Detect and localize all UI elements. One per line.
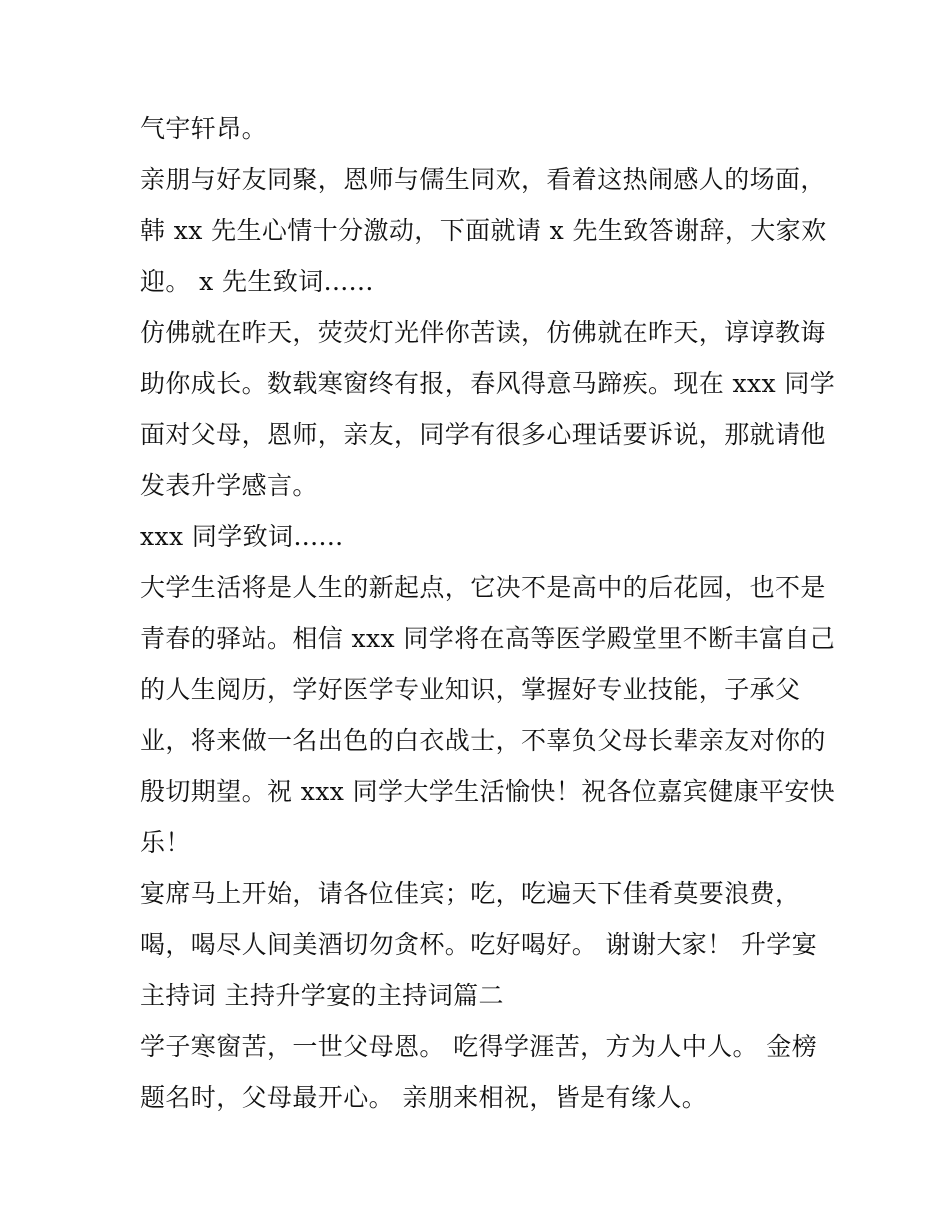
text-line: 题名时，父母最开心。 亲朋来相祝，皆是有缘人。 xyxy=(140,1083,708,1112)
text-line: 青春的驿站。相信 xxx 同学将在高等医学殿堂里不断丰富自己 xyxy=(140,624,836,653)
text-line: 气宇轩昂。 xyxy=(140,114,268,143)
text-line: 迎。 x 先生致词...... xyxy=(140,267,374,296)
text-line: 面对父母，恩师，亲友，同学有很多心理话要诉说，那就请他 xyxy=(140,420,826,449)
text-line: xxx 同学致词...... xyxy=(140,522,344,551)
text-line: 学子寒窗苦，一世父母恩。 吃得学涯苦，方为人中人。 金榜 xyxy=(140,1032,818,1061)
text-line: 宴席马上开始，请各位佳宾；吃，吃遍天下佳肴莫要浪费， xyxy=(140,879,801,908)
text-line: 助你成长。数载寒窗终有报，春风得意马蹄疾。现在 xxx 同学 xyxy=(140,369,836,398)
text-line: 殷切期望。祝 xxx 同学大学生活愉快！祝各位嘉宾健康平安快 xyxy=(140,777,836,806)
text-line: 乐！ xyxy=(140,828,191,857)
text-line: 的人生阅历，学好医学专业知识，掌握好专业技能，子承父 xyxy=(140,675,801,704)
text-line: 业，将来做一名出色的白衣战士，不辜负父母长辈亲友对你的 xyxy=(140,726,826,755)
text-line: 喝，喝尽人间美酒切勿贪杯。吃好喝好。 谢谢大家！ 升学宴 xyxy=(140,930,818,959)
text-line: 仿佛就在昨天，荧荧灯光伴你苦读，仿佛就在昨天，谆谆教诲 xyxy=(140,318,826,347)
text-line: 大学生活将是人生的新起点，它决不是高中的后花园，也不是 xyxy=(140,573,826,602)
text-line: 发表升学感言。 xyxy=(140,471,318,500)
text-line: 主持词 主持升学宴的主持词篇二 xyxy=(140,981,504,1010)
text-line: 亲朋与好友同聚，恩师与儒生同欢，看着这热闹感人的场面， xyxy=(140,165,826,194)
text-line: 韩 xx 先生心情十分激动，下面就请 x 先生致答谢辞，大家欢 xyxy=(140,216,827,245)
